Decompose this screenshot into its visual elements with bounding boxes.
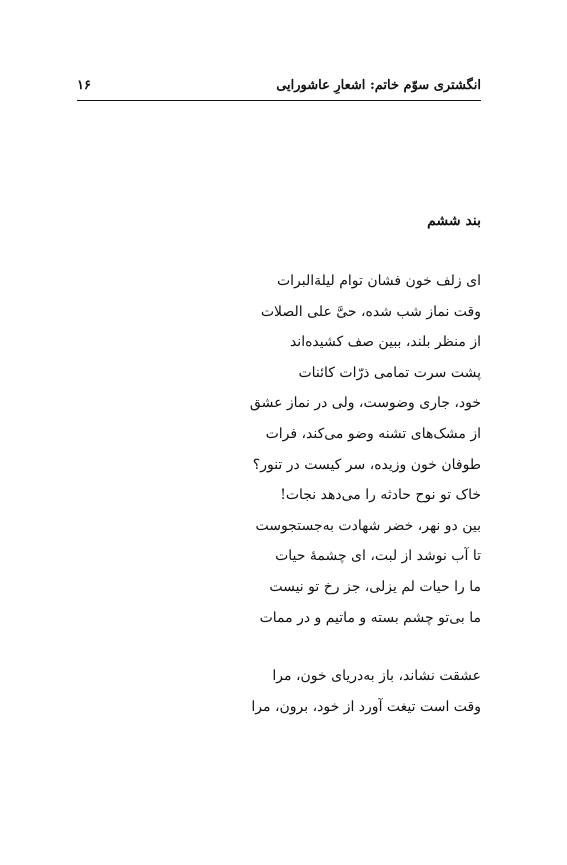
stanza	[251, 661, 481, 722]
verse-line: بین دو نهر، خضر شهادت به‌جستجوست	[255, 517, 481, 534]
header-divider	[77, 100, 481, 101]
verse-line: عشقت نشاند، باز به‌دریای خون، مرا	[272, 668, 481, 684]
verse-line: تا آب نوشد از لبت، ای چشمهٔ حیات	[275, 548, 481, 565]
page-number: ۱۶	[77, 78, 91, 93]
verse-line: از مشک‌های تشنه وضو می‌کند، فرات	[265, 425, 481, 442]
stanza	[250, 266, 481, 633]
verse-line: ما را حیات لم یزلی، جز رخ تو نیست	[269, 578, 481, 595]
running-header	[77, 76, 481, 98]
running-header-title: انگشتری سوّم خاتم: اشعارِ عاشورایی	[276, 78, 481, 93]
verse-line: ما بی‌تو چشم بسته و ماتیم و در ممات	[259, 609, 481, 626]
verse-line: پشت سرت تمامی ذرّات کائنات	[298, 364, 481, 381]
verse-line: طوفان خون وزیده، سر کیست در تنور؟	[252, 456, 481, 473]
section-title: بند ششم	[427, 213, 481, 229]
verse-line: وقت است تیغت آورد از خود، برون، مرا	[251, 698, 481, 715]
verse-line: وقت نماز شب شده، حیَّ علی الصلات	[260, 303, 481, 320]
verse-line: خود، جاری وضوست، ولی در نماز عشق	[249, 395, 481, 412]
verse-line: ای زلف خون فشان توام لیلةالبرات	[276, 273, 481, 289]
verse-line: خاک تو نوح حادثه را می‌دهد نجات!	[280, 487, 481, 504]
verse-line: از منظر بلند، ببین صف کشیده‌اند	[289, 334, 481, 351]
